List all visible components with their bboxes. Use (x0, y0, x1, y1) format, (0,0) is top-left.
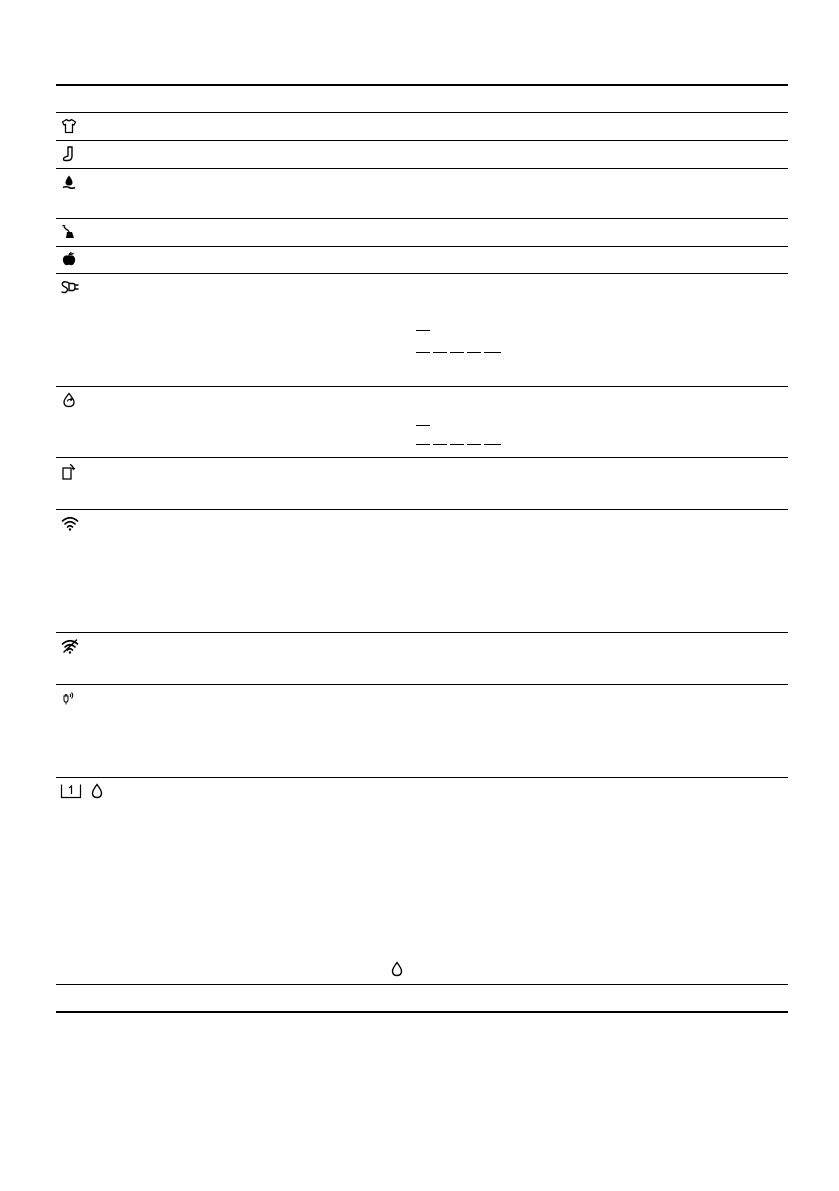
row-divider (56, 509, 788, 510)
row-divider (56, 273, 788, 274)
five-dashes (450, 444, 464, 445)
row-divider (56, 386, 788, 387)
water-drop-refresh-icon (61, 392, 77, 408)
single-dash (416, 425, 430, 426)
door-open-icon (61, 463, 77, 481)
tshirt-icon (61, 118, 77, 134)
row-divider (56, 457, 788, 458)
row-divider (56, 246, 788, 247)
five-dashes (433, 444, 447, 445)
water-drop-icon (90, 783, 104, 799)
wifi-off-icon (61, 638, 79, 654)
row-divider (56, 684, 788, 685)
row-divider (56, 168, 788, 169)
row-divider (56, 218, 788, 219)
wifi-icon (61, 515, 79, 531)
hand-wash-icon (61, 224, 77, 240)
table-top-rule (56, 84, 788, 86)
row-divider (56, 140, 788, 141)
apple-icon (61, 251, 77, 267)
water-drop-icon (390, 961, 404, 977)
five-dashes (450, 352, 464, 353)
table-header-rule (56, 112, 788, 113)
five-dashes (467, 352, 481, 353)
row-divider (56, 632, 788, 633)
five-dashes (433, 352, 447, 353)
five-dashes (416, 352, 430, 353)
five-dashes (467, 444, 481, 445)
power-plug-icon (60, 279, 80, 295)
row-divider (56, 777, 788, 778)
row-divider (56, 984, 788, 985)
remote-start-icon (61, 690, 77, 706)
five-dashes (484, 352, 501, 353)
detergent-compartment-1-icon (60, 783, 82, 799)
five-dashes (484, 444, 501, 445)
five-dashes (416, 444, 430, 445)
table-bottom-rule (56, 1011, 788, 1013)
stain-drop-icon (61, 174, 77, 191)
sock-icon (62, 146, 76, 162)
single-dash (416, 330, 430, 331)
